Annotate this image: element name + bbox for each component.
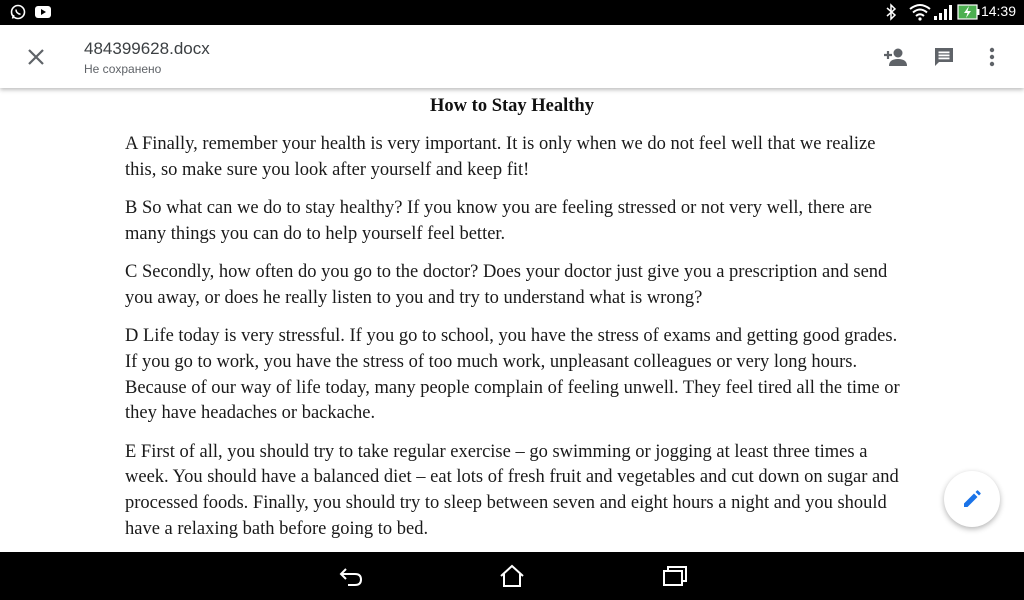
document-body bbox=[125, 132, 905, 552]
paragraph-e: E First of all, you should try to take regular exercise – go swimming or jogging at least three times a week. You should have a balanced diet – eat lots of fresh fruit and vegetables and cut down on sugar and processed foods. Finally, you should try to sleep between seven and eight hours a night and you should have a relaxing bath before going to bed. bbox=[125, 441, 899, 539]
document-page[interactable] bbox=[0, 88, 1024, 552]
more-options-button[interactable] bbox=[977, 42, 1007, 72]
close-icon bbox=[27, 48, 45, 66]
comment-icon bbox=[933, 46, 955, 68]
wifi-icon bbox=[909, 3, 925, 19]
status-time: 14:39 bbox=[980, 3, 1016, 19]
whatsapp-icon bbox=[10, 4, 26, 20]
status-bar bbox=[0, 0, 1024, 25]
paragraph-a: A Finally, remember your health is very important. It is only when we do not feel well that we realize this, so make sure you look after yourself and keep fit! bbox=[125, 134, 876, 180]
close-button[interactable] bbox=[22, 43, 50, 71]
more-vert-icon bbox=[989, 47, 995, 67]
save-status: Не сохранено bbox=[84, 62, 162, 76]
recents-icon bbox=[662, 565, 688, 587]
share-button[interactable] bbox=[881, 42, 911, 72]
edit-fab-button[interactable] bbox=[944, 471, 1000, 527]
edit-pencil-icon bbox=[961, 488, 983, 510]
paragraph-d: D Life today is very stressful. If you go to school, you have the stress of exams and getting good grades. If you go to work, you have the stress of too much work, unpleasant colleagues or very long hours. Because of our way of life today, many people complain of feeling unwell. They feel tired all the time or they have headaches or backache. bbox=[125, 325, 900, 424]
home-icon bbox=[499, 564, 525, 588]
document-file-name: 484399628.docx bbox=[84, 39, 210, 58]
app-bar bbox=[0, 25, 1024, 88]
paragraph-c: C Secondly, how often do you go to the doctor? Does your doctor just give you a prescription and send you away, or does he really listen to you and try to understand what is wrong? bbox=[125, 261, 888, 308]
navigation-bar bbox=[0, 552, 1024, 600]
battery-charging-icon bbox=[957, 3, 973, 19]
youtube-icon bbox=[34, 4, 50, 20]
back-icon bbox=[338, 565, 364, 587]
comments-button[interactable] bbox=[929, 42, 959, 72]
recents-button[interactable] bbox=[660, 562, 690, 590]
bluetooth-icon bbox=[885, 3, 901, 19]
back-button[interactable] bbox=[336, 562, 366, 590]
document-heading: How to Stay Healthy bbox=[430, 96, 594, 116]
paragraph-b: B So what can we do to stay healthy? If you know you are feeling stressed or not very well, there are many things you can do to help yourself feel better. bbox=[125, 197, 872, 244]
home-button[interactable] bbox=[497, 562, 527, 590]
signal-icon bbox=[933, 3, 949, 19]
add-person-icon bbox=[883, 47, 909, 67]
